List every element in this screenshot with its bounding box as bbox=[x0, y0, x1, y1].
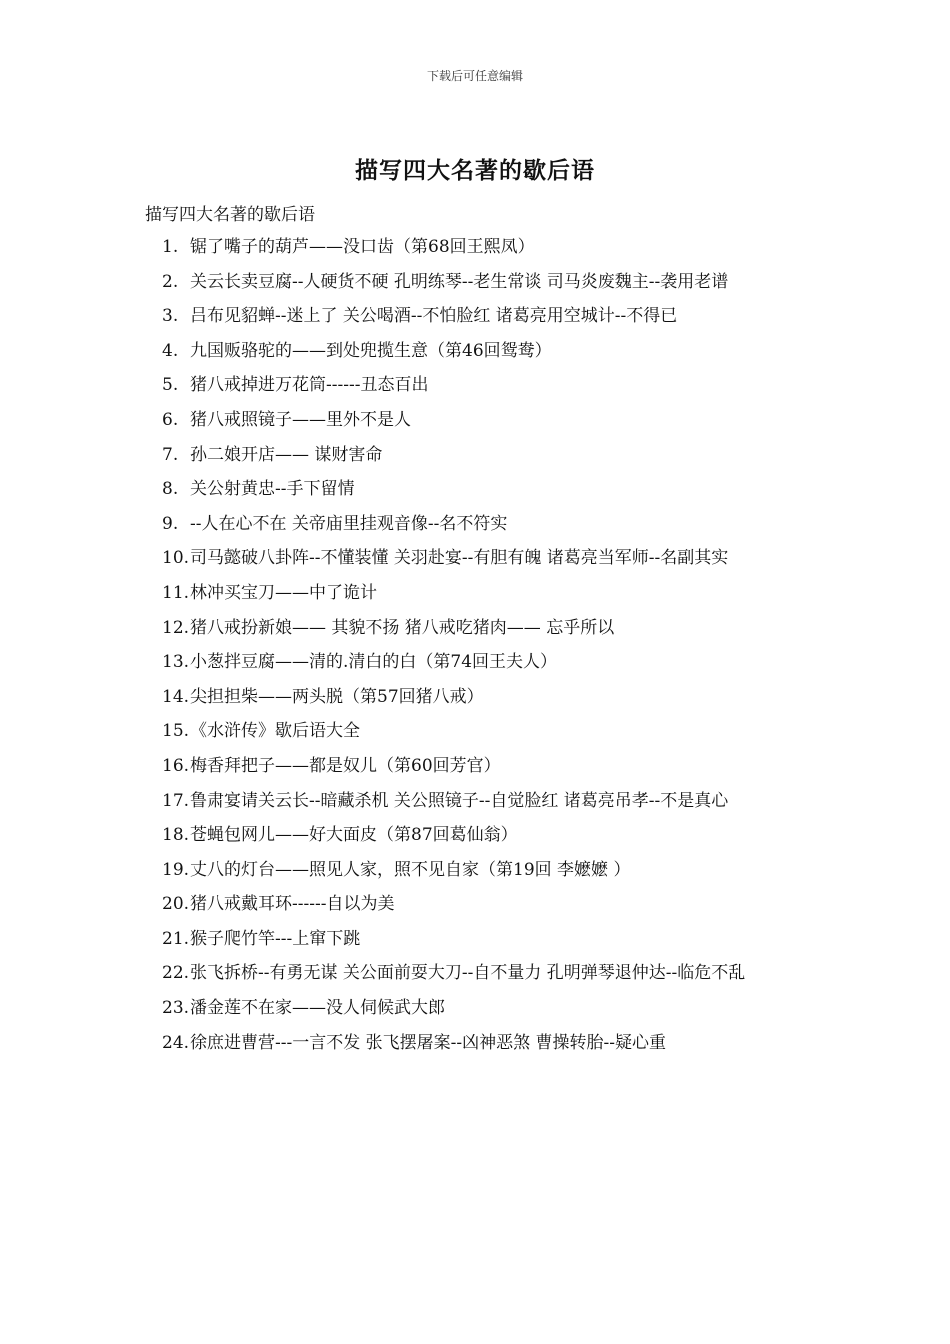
list-item-text: 孙二娘开店—— 谋财害命 bbox=[190, 444, 383, 465]
header-note: 下载后可任意编辑 bbox=[426, 69, 523, 83]
list-item-number: 11. bbox=[162, 582, 190, 603]
list-item bbox=[145, 749, 810, 784]
list-item-number: 8. bbox=[162, 479, 179, 500]
list-item bbox=[145, 887, 810, 922]
list-item bbox=[145, 1026, 810, 1061]
list-item-number: 24. bbox=[162, 1032, 190, 1053]
list-item-text: 吕布见貂蝉--迷上了 关公喝酒--不怕脸红 诸葛亮用空城计--不得已 bbox=[190, 306, 678, 327]
list-item-text: 丈八的灯台——照见人家，照不见自家（第19回 李嬷嬷 ） bbox=[190, 859, 631, 880]
list-item-text: 关公射黄忠--手下留情 bbox=[190, 479, 355, 500]
list-item bbox=[145, 368, 810, 403]
list-item-number: 7. bbox=[162, 444, 179, 465]
list-item-number: 18. bbox=[162, 825, 190, 846]
list-item-text: 猪八戒戴耳环------自以为美 bbox=[190, 894, 395, 915]
list-item-text: 猪八戒掉进万花筒------丑态百出 bbox=[190, 375, 429, 396]
list-item-number: 1. bbox=[162, 237, 179, 257]
list-item bbox=[145, 438, 810, 473]
list-item bbox=[145, 784, 810, 819]
list-item-text: 尖担担柴——两头脱（第57回猪八戒） bbox=[190, 686, 484, 707]
list-item-number: 21. bbox=[162, 928, 190, 949]
list-item-text: 小葱拌豆腐——清的.清白的白（第74回王夫人） bbox=[190, 652, 558, 673]
list-item bbox=[145, 818, 810, 853]
list-item bbox=[145, 299, 810, 334]
list-item bbox=[145, 541, 810, 576]
list-item bbox=[145, 611, 810, 646]
list-item bbox=[145, 991, 810, 1026]
list-item-text: 潘金莲不在家——没人伺候武大郎 bbox=[190, 998, 445, 1019]
list-item-number: 2. bbox=[162, 271, 179, 292]
list-item-number: 10. bbox=[162, 548, 190, 569]
list-item-number: 14. bbox=[162, 686, 190, 707]
list-item-number: 16. bbox=[162, 755, 190, 776]
list-item bbox=[145, 956, 810, 991]
list-item bbox=[145, 714, 810, 749]
list-item-text: 猴子爬竹竿---上窜下跳 bbox=[190, 928, 361, 949]
list-item-number: 12. bbox=[162, 617, 190, 638]
list-item-text: 鲁肃宴请关云长--暗藏杀机 关公照镜子--自觉脸红 诸葛亮吊孝--不是真心 bbox=[190, 790, 729, 811]
list-item bbox=[145, 576, 810, 611]
list-item-text: 猪八戒照镜子——里外不是人 bbox=[190, 409, 411, 430]
list-item-text: --人在心不在 关帝庙里挂观音像--名不符实 bbox=[190, 513, 508, 534]
list-item-number: 5. bbox=[162, 375, 179, 396]
list-item-number: 6. bbox=[162, 409, 179, 430]
list-item-number: 15. bbox=[162, 721, 190, 742]
list-item-text: 梅香拜把子——都是奴儿（第60回芳官） bbox=[190, 755, 501, 776]
list-item-number: 13. bbox=[162, 652, 190, 673]
list-item-number: 22. bbox=[162, 963, 190, 984]
list-item-text: 锯了嘴子的葫芦——没口齿（第68回王熙凤） bbox=[190, 237, 535, 257]
list-item-number: 4. bbox=[162, 340, 179, 361]
list-item bbox=[145, 265, 810, 300]
list-item bbox=[145, 680, 810, 715]
xiehouyu-list bbox=[145, 230, 810, 1060]
list-item-text: 徐庶进曹营---一言不发 张飞摆屠案--凶神恶煞 曹操转胎--疑心重 bbox=[190, 1032, 667, 1053]
list-item bbox=[145, 403, 810, 438]
list-item-text: 张飞拆桥--有勇无谋 关公面前耍大刀--自不量力 孔明弹琴退仲达--临危不乱 bbox=[190, 963, 746, 984]
list-item-text: 《水浒传》歇后语大全 bbox=[190, 721, 360, 742]
list-item-text: 苍蝇包网儿——好大面皮（第87回葛仙翁） bbox=[190, 825, 518, 846]
list-item-number: 3. bbox=[162, 306, 179, 327]
list-item bbox=[145, 645, 810, 680]
page-subtitle: 描写四大名著的歇后语 bbox=[145, 205, 315, 225]
list-item-number: 20. bbox=[162, 894, 190, 915]
list-item bbox=[145, 853, 810, 888]
list-item-number: 9. bbox=[162, 513, 179, 534]
list-item-text: 九国贩骆驼的——到处兜揽生意（第46回鸳鸯） bbox=[190, 340, 552, 361]
list-item bbox=[145, 230, 810, 265]
list-item-text: 司马懿破八卦阵--不懂装懂 关羽赴宴--有胆有魄 诸葛亮当军师--名副其实 bbox=[190, 548, 729, 569]
list-item-text: 林冲买宝刀——中了诡计 bbox=[190, 582, 377, 603]
list-item-number: 19. bbox=[162, 859, 190, 880]
page-title: 描写四大名著的歇后语 bbox=[355, 157, 595, 184]
list-item bbox=[145, 507, 810, 542]
list-item bbox=[145, 334, 810, 369]
list-item-number: 23. bbox=[162, 998, 190, 1019]
list-item-text: 猪八戒扮新娘—— 其貌不扬 猪八戒吃猪肉—— 忘乎所以 bbox=[190, 617, 615, 638]
list-item-text: 关云长卖豆腐--人硬货不硬 孔明练琴--老生常谈 司马炎废魏主--袭用老谱 bbox=[190, 271, 729, 292]
list-item bbox=[145, 922, 810, 957]
list-item bbox=[145, 472, 810, 507]
list-item-number: 17. bbox=[162, 790, 190, 811]
